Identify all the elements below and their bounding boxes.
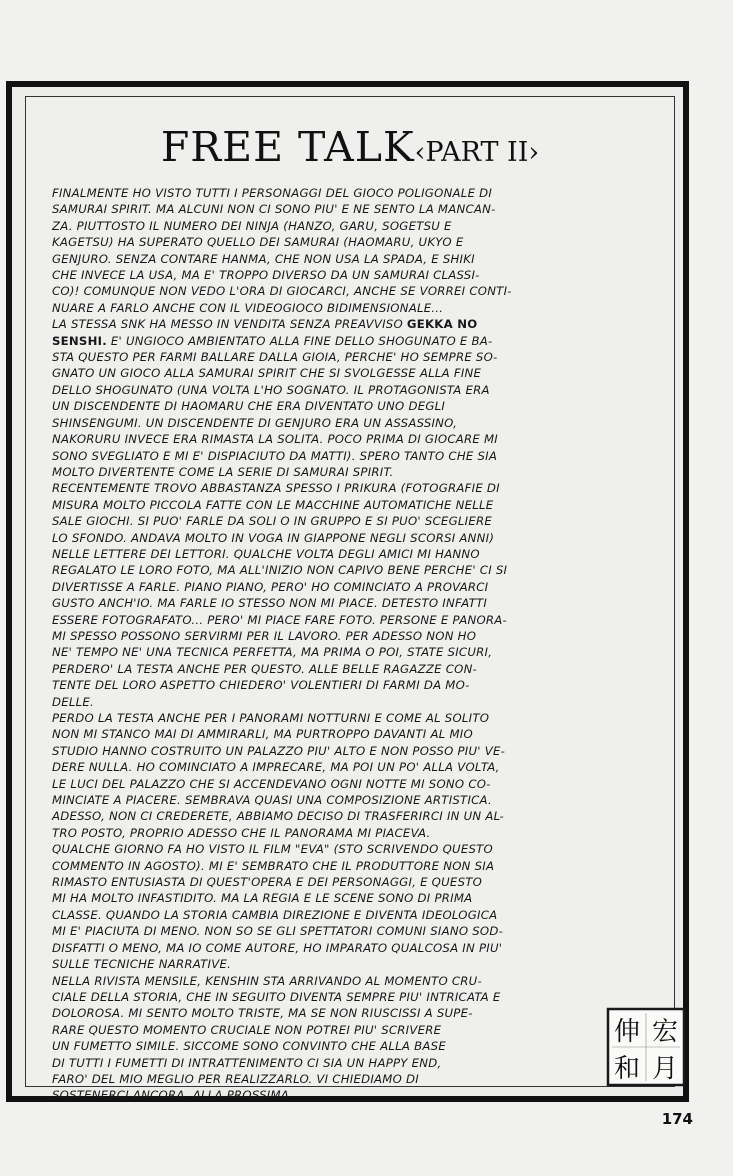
text-line: UN FUMETTO SIMILE. SICCOME SONO CONVINTO CHE ALLA BASE	[52, 1039, 446, 1054]
seal-char-2: 宏	[651, 1017, 679, 1047]
text-line: DOLOROSA. MI SENTO MOLTO TRISTE, MA SE NON RIUSCISSI A SUPE-	[52, 1006, 473, 1021]
game-title-bold: GEKKA NO	[406, 317, 478, 332]
text-line: PERDO LA TESTA ANCHE PER I PANORAMI NOTTURNI E COME AL SOLITO	[52, 711, 490, 725]
text-segment: LA STESSA SNK HA MESSO IN VENDITA SENZA PREAVVISO	[52, 317, 407, 332]
seal-char-4: 月	[651, 1054, 679, 1084]
text-line: GUSTO ANCH'IO. MA FARLE IO STESSO NON MI PIACE. DETESTO INFATTI	[52, 596, 488, 611]
text-line: FARO' DEL MIO MEGLIO PER REALIZZARLO. VI CHIEDIAMO DI	[52, 1071, 419, 1086]
text-line: NE' TEMPO NE' UNA TECNICA PERFETTA, MA PRIMA O POI, STATE SICURI,	[52, 645, 493, 660]
text-line: FINALMENTE HO VISTO TUTTI I PERSONAGGI DEL GIOCO POLIGONALE DI	[52, 186, 493, 200]
text-line: CLASSE. QUANDO LA STORIA CAMBIA DIREZIONE E DIVENTA IDEOLOGICA	[52, 907, 498, 922]
text-line: CHE INVECE LA USA, MA E' TROPPO DIVERSO DA UN SAMURAI CLASSI-	[52, 268, 480, 283]
text-line: ESSERE FOTOGRAFATO... PERO' MI PIACE FARE FOTO. PERSONE E PANORA-	[52, 612, 507, 627]
seal-char-1: 伸	[613, 1017, 641, 1047]
text-line: NUARE A FARLO ANCHE CON IL VIDEOGIOCO BIDIMENSIONALE...	[52, 300, 444, 315]
author-seal-stamp	[606, 1007, 686, 1087]
inner-frame	[25, 96, 679, 1103]
game-title-bold: SENSHI.	[52, 333, 107, 348]
text-line	[52, 316, 692, 332]
text-line: ADESSO, NON CI CREDERETE, ABBIAMO DECISO DI TRASFERIRCI IN UN AL-	[52, 809, 504, 824]
text-line: MI HA MOLTO INFASTIDITO. MA LA REGIA E LE SCENE SONO DI PRIMA	[52, 891, 473, 906]
text-line: SOSTENERCI ANCORA. ALLA PROSSIMA.	[52, 1088, 294, 1103]
free-talk-body	[52, 185, 692, 1104]
text-line: DISFATTI O MENO, MA IO COME AUTORE, HO IMPARATO QUALCOSA IN PIU'	[52, 940, 503, 955]
text-line: SONO SVEGLIATO E MI E' DISPIACIUTO DA MATTI). SPERO TANTO CHE SIA	[52, 448, 498, 463]
text-line: DELLE.	[52, 694, 95, 709]
text-line: NAKORURU INVECE ERA RIMASTA LA SOLITA. POCO PRIMA DI GIOCARE MI	[52, 432, 498, 447]
page-title	[26, 123, 674, 171]
text-line: LE LUCI DEL PALAZZO CHE SI ACCENDEVANO OGNI NOTTE MI SONO CO-	[52, 776, 491, 791]
text-line: NELLE LETTERE DEI LETTORI. QUALCHE VOLTA DEGLI AMICI MI HANNO	[52, 546, 480, 561]
text-line: MI SPESSO POSSONO SERVIRMI PER IL LAVORO. PER ADESSO NON HO	[52, 628, 477, 643]
text-line: DIVERTISSE A FARLE. PIANO PIANO, PERO' HO COMINCIATO A PROVARCI	[52, 579, 489, 594]
text-line: NON MI STANCO MAI DI AMMIRARLI, MA PURTROPPO DAVANTI AL MIO	[52, 727, 473, 742]
text-line: MINCIATE A PIACERE. SEMBRAVA QUASI UNA COMPOSIZIONE ARTISTICA.	[52, 793, 492, 808]
text-line: KAGETSU) HA SUPERATO QUELLO DEI SAMURAI (HAOMARU, UKYO E	[52, 235, 464, 250]
text-line: SULLE TECNICHE NARRATIVE.	[52, 957, 232, 972]
text-line: SALE GIOCHI. SI PUO' FARLE DA SOLI O IN GRUPPO E SI PUO' SCEGLIERE	[52, 514, 492, 529]
text-line: TRO POSTO, PROPRIO ADESSO CHE IL PANORAMA MI PIACEVA.	[52, 825, 431, 840]
text-line: REGALATO LE LORO FOTO, MA ALL'INIZIO NON CAPIVO BENE PERCHE' CI SI	[52, 563, 508, 578]
text-line: PERDERO' LA TESTA ANCHE PER QUESTO. ALLE BELLE RAGAZZE CON-	[52, 661, 478, 676]
outer-frame	[6, 81, 689, 1102]
text-line: DERE NULLA. HO COMINCIATO A IMPRECARE, MA POI UN PO' ALLA VOLTA,	[52, 760, 500, 775]
text-line: STUDIO HANNO COSTRUITO UN PALAZZO PIU' ALTO E NON POSSO PIU' VE-	[52, 743, 506, 758]
text-line: SAMURAI SPIRIT. MA ALCUNI NON CI SONO PIU' E NE SENTO LA MANCAN-	[52, 202, 496, 217]
text-line: RECENTEMENTE TROVO ABBASTANZA SPESSO I PRIKURA (FOTOGRAFIE DI	[52, 481, 500, 496]
text-line: COMMENTO IN AGOSTO). MI E' SEMBRATO CHE IL PRODUTTORE NON SIA	[52, 858, 495, 873]
text-line: UN DISCENDENTE DI HAOMARU CHE ERA DIVENTATO UNO DEGLI	[52, 399, 446, 414]
text-line: QUALCHE GIORNO FA HO VISTO IL FILM "EVA" (STO SCRIVENDO QUESTO	[52, 842, 493, 857]
text-line	[52, 333, 692, 349]
text-line: NELLA RIVISTA MENSILE, KENSHIN STA ARRIVANDO AL MOMENTO CRU-	[52, 973, 482, 988]
text-line: MI E' PIACIUTA DI MENO. NON SO SE GLI SPETTATORI COMUNI SIANO SOD-	[52, 924, 504, 939]
seal-char-3: 和	[613, 1054, 641, 1084]
text-line: GNATO UN GIOCO ALLA SAMURAI SPIRIT CHE SI SVOLGESSE ALLA FINE	[52, 366, 482, 381]
text-line: RARE QUESTO MOMENTO CRUCIALE NON POTREI PIU' SCRIVERE	[52, 1022, 442, 1037]
title-part: ‹PART II›	[414, 137, 540, 168]
text-line: GENJURO. SENZA CONTARE HANMA, CHE NON USA LA SPADA, E SHIKI	[52, 251, 475, 266]
text-line: RIMASTO ENTUSIASTA DI QUEST'OPERA E DEI PERSONAGGI, E QUESTO	[52, 875, 483, 890]
text-line: DI TUTTI I FUMETTI DI INTRATTENIMENTO CI SIA UN HAPPY END,	[52, 1055, 442, 1070]
text-line: CO)! COMUNQUE NON VEDO L'ORA DI GIOCARCI, ANCHE SE VORREI CONTI-	[52, 284, 512, 299]
text-line: CIALE DELLA STORIA, CHE IN SEGUITO DIVENTA SEMPRE PIU' INTRICATA E	[52, 989, 501, 1004]
text-line: MOLTO DIVERTENTE COME LA SERIE DI SAMURAI SPIRIT.	[52, 464, 394, 479]
title-main: FREE TALK	[160, 123, 415, 171]
text-line: ZA. PIUTTOSTO IL NUMERO DEI NINJA (HANZO, GARU, SOGETSU E	[52, 218, 452, 233]
text-line: LO SFONDO. ANDAVA MOLTO IN VOGA IN GIAPPONE NEGLI SCORSI ANNI)	[52, 530, 495, 545]
text-line: DELLO SHOGUNATO (UNA VOLTA L'HO SOGNATO. IL PROTAGONISTA ERA	[52, 382, 490, 397]
text-line: STA QUESTO PER FARMI BALLARE DALLA GIOIA, PERCHE' HO SEMPRE SO-	[52, 350, 498, 365]
text-segment: E' UNGIOCO AMBIENTATO ALLA FINE DELLO SHOGUNATO E BA-	[106, 333, 493, 348]
text-line: MISURA MOLTO PICCOLA FATTE CON LE MACCHINE AUTOMATICHE NELLE	[52, 497, 494, 512]
text-line: SHINSENGUMI. UN DISCENDENTE DI GENJURO ERA UN ASSASSINO,	[52, 415, 458, 430]
text-line: TENTE DEL LORO ASPETTO CHIEDERO' VOLENTIERI DI FARMI DA MO-	[52, 678, 470, 693]
page-number: 174	[661, 1110, 693, 1128]
